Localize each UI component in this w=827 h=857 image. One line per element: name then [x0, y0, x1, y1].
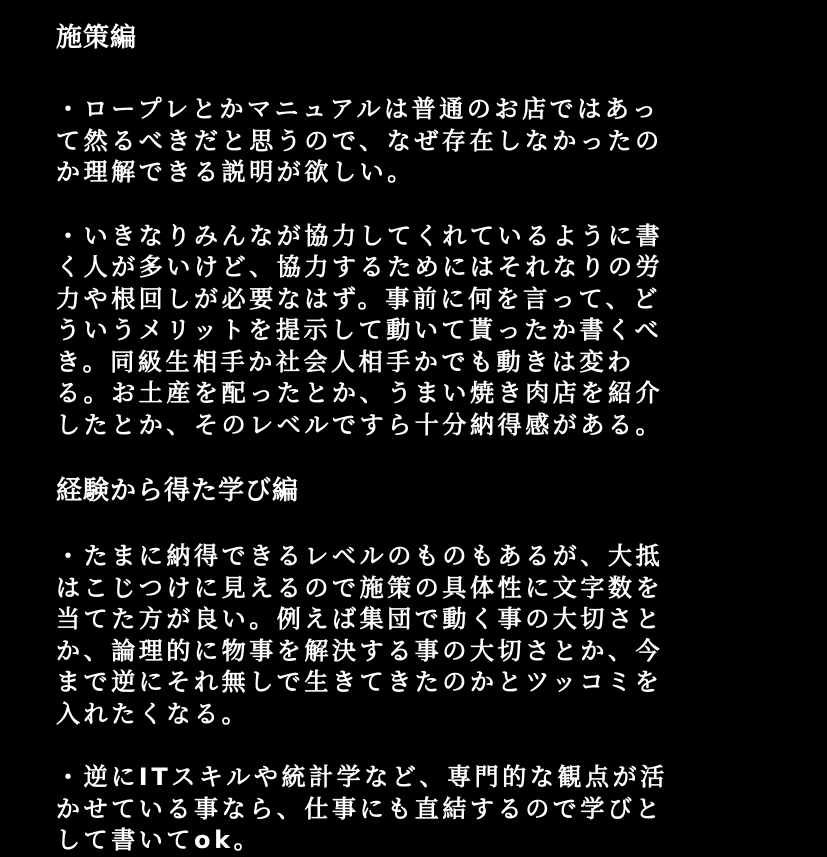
- text-line: き。同級生相手か社会人相手かでも動きは変わ: [56, 347, 635, 376]
- spacer: [56, 189, 762, 221]
- text-line: て然るべきだと思うので、なぜ存在しなかったの: [56, 126, 663, 155]
- text-line: か理解できる説明が欲しい。: [56, 158, 415, 186]
- paragraph-roleplay-manual: [56, 94, 762, 189]
- text-line: まで逆にそれ無しで生きてきたのかとツッコミを: [56, 668, 663, 696]
- spacer: [56, 511, 762, 541]
- text-line: ・ロープレとかマニュアルは普通のお店ではあっ: [56, 95, 660, 123]
- text-line: ・逆にITスキルや統計学など、専門的な観点が活: [56, 763, 668, 791]
- spacer: [56, 58, 762, 94]
- spacer: [56, 441, 762, 471]
- text-line: はこじつけに見えるので施策の具体性に文字数を: [56, 573, 664, 602]
- text-line: ういうメリットを提示して動いて貰ったか書くべ: [56, 316, 663, 344]
- text-line: ・いきなりみんなが協力してくれているように書: [56, 221, 664, 250]
- text-line: 入れたくなる。: [56, 699, 250, 728]
- text-line: か、論理的に物事を解決する事の大切さとか、今: [56, 636, 664, 665]
- paragraph-forced-connection: [56, 541, 762, 730]
- spacer: [56, 730, 762, 762]
- text-line: かせている事なら、仕事にも直結するので学びと: [56, 794, 664, 823]
- text-line: 当てた方が良い。例えば集団で動く事の大切さと: [56, 605, 664, 633]
- paragraph-cooperation: [56, 221, 762, 442]
- section-heading-learnings: 経験から得た学び編: [56, 476, 300, 506]
- paragraph-it-skills: [56, 762, 762, 857]
- text-line: して書いてok。: [56, 826, 262, 854]
- text-line: したとか、そのレベルですら十分納得感がある。: [56, 410, 664, 439]
- section-heading-policy: 施策編: [56, 23, 138, 53]
- text-line: く人が多いけど、協力するためにはそれなりの労: [56, 253, 664, 281]
- document-body: [56, 18, 762, 857]
- text-line: る。お土産を配ったとか、うまい焼き肉店を紹介: [56, 379, 664, 407]
- text-line: 力や根回しが必要なはず。事前に何を言って、ど: [56, 284, 661, 313]
- text-line: ・たまに納得できるレベルのものもあるが、大抵: [56, 542, 664, 570]
